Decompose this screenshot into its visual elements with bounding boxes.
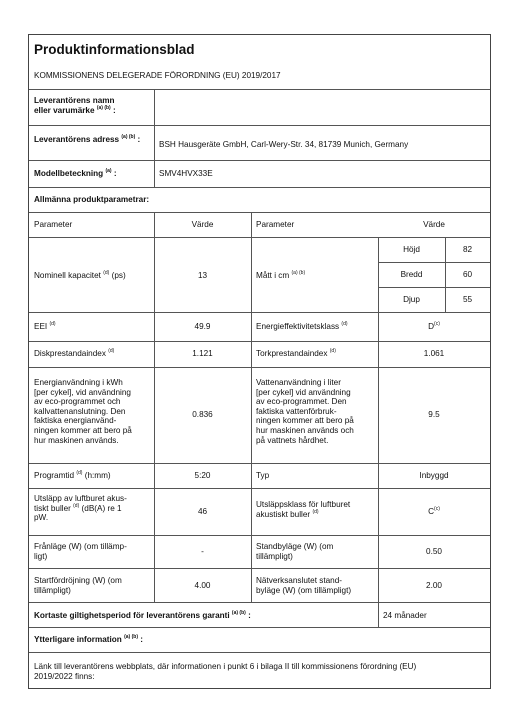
supplier-address-value: BSH Hausgeräte GmbH, Carl-Wery-Str. 34, 81739 Munich, Germany xyxy=(159,140,409,149)
width-label: Bredd xyxy=(400,270,423,279)
column-header-value: Värde xyxy=(191,220,214,229)
dimensions-label: Mått i cm $^{(a) (b)}$ xyxy=(256,270,306,280)
regulation-reference: KOMMISSIONENS DELEGERADE FÖRORDNING (EU) 2019/2017 xyxy=(34,71,281,80)
type-value: Inbyggd xyxy=(419,471,449,480)
capacity-value: 13 xyxy=(197,271,208,280)
supplier-website-link-text: Länk till leverantörens webbplats, där informationen i punkt 6 i bilaga II till kommissionens förordning (EU) 2019/2022 finns: xyxy=(34,662,417,681)
noise-emission-value: 46 xyxy=(197,507,208,516)
additional-information-label: Ytterligare information $^{(a) (b)}$ : xyxy=(34,634,143,644)
guarantee-value: 24 månader xyxy=(383,611,427,620)
page-title: Produktinformationsblad xyxy=(34,42,195,57)
eei-value: 49.9 xyxy=(194,322,211,331)
height-value: 82 xyxy=(462,245,473,254)
cleaning-index-label: Diskprestandaindex $^{(d)}$ xyxy=(34,348,115,358)
off-mode-value: - xyxy=(201,547,204,556)
width-value: 60 xyxy=(462,270,473,279)
cleaning-index-value: 1.121 xyxy=(192,349,213,358)
eei-label: EEI $^{(d)}$ xyxy=(34,321,56,331)
standby-label: Standbyläge (W) (om tillämpligt) xyxy=(256,542,334,561)
column-header-value-right: Värde xyxy=(423,220,445,229)
program-duration-label: Programtid $^{(d)}$ (h:mm) xyxy=(34,470,111,480)
noise-class-label: Utsläppsklass för luftburet akustiskt buller $^{(d)}$ xyxy=(256,500,351,519)
networked-standby-value: 2.00 xyxy=(426,581,442,590)
column-header-parameter-right: Parameter xyxy=(256,220,295,229)
depth-label: Djup xyxy=(403,295,420,304)
model-value: SMV4HVX33E xyxy=(159,169,213,178)
drying-index-value: 1.061 xyxy=(423,349,445,358)
water-consumption-value: 9.5 xyxy=(428,410,440,419)
program-duration-value: 5:20 xyxy=(194,471,211,480)
capacity-label: Nominell kapacitet $^{(d)}$ (ps) xyxy=(34,270,126,280)
guarantee-label: Kortaste giltighetsperiod för leverantörens garanti $^{(a) (b)}$ : xyxy=(34,610,251,620)
model-label: Modellbeteckning $^{(a)}$ : xyxy=(34,168,117,178)
noise-class-value: $C^{(c)}$ xyxy=(428,506,440,516)
energy-consumption-value: 0.836 xyxy=(192,410,213,419)
general-parameters-heading: Allmänna produktparametrar: xyxy=(34,195,150,204)
energy-consumption-label: Energianvändning i kWh [per cykel], vid användning av eco-programmet och kallvattenanslutning. Den faktiska energianvänd- ningen kommer att bero på hur maskinen används. xyxy=(34,378,132,445)
supplier-address-label: Leverantörens adress $^{(a) (b)}$ : xyxy=(34,134,141,144)
product-information-sheet xyxy=(28,34,491,689)
depth-value: 55 xyxy=(462,295,473,304)
column-header-parameter: Parameter xyxy=(34,220,73,229)
networked-standby-label: Nätverksanslutet stand- byläge (W) (om tillämpligt) xyxy=(256,576,352,595)
energy-class-value: $D^{(c)}$ xyxy=(428,321,440,331)
drying-index-label: Torkprestandaindex $^{(d)}$ xyxy=(256,348,336,358)
energy-class-label: Energieffektivitetsklass $^{(d)}$ xyxy=(256,321,348,331)
standby-value: 0.50 xyxy=(426,547,442,556)
water-consumption-label: Vattenanvändning i liter [per cykel] vid användning av eco-programmet. Den faktiska vattenförbruk- ningen kommer att bero på hur maskinen används och på vattnets hårdhet. xyxy=(256,378,354,445)
height-label: Höjd xyxy=(403,245,420,254)
delay-start-value: 4.00 xyxy=(194,581,211,590)
noise-emission-label: Utsläpp av luftburet akus- tiskt buller $^{(d)}$ (dB(A) re 1 pW. xyxy=(34,494,127,523)
supplier-name-label: Leverantörens namn eller varumärke $^{(a) (b)}$ : xyxy=(34,96,116,115)
type-label: Typ xyxy=(256,471,270,480)
delay-start-label: Startfördröjning (W) (om tillämpligt) xyxy=(34,576,122,595)
off-mode-label: Frånläge (W) (om tillämp- ligt) xyxy=(34,542,127,561)
